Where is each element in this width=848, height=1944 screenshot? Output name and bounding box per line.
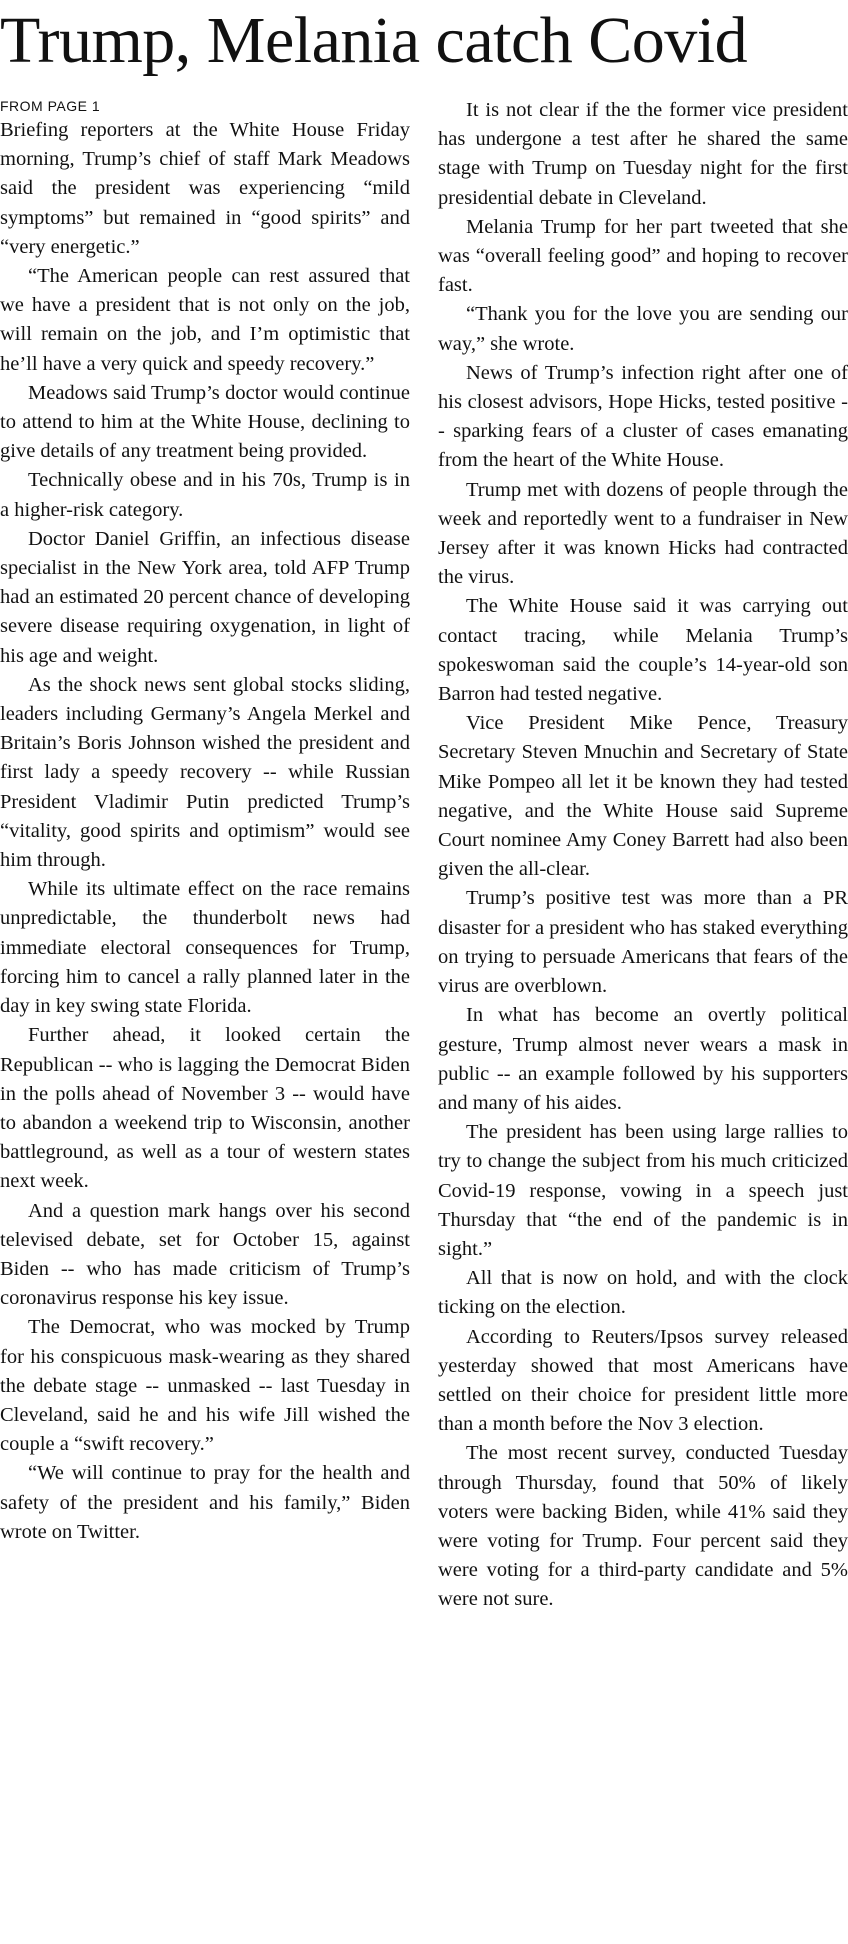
article-column-left [0, 96, 410, 1936]
paragraph: The most recent survey, conducted Tuesday through Thursday, found that 50% of likely voters were backing Biden, while 41% said they were voting for Trump. Four percent said they were voting for a third-party candidate and 5% were not sure. [438, 1442, 848, 1611]
paragraph: News of Trump’s infection right after one of his closest advisors, Hope Hicks, tested positive -- sparking fears of a cluster of cases emanating from the heart of the White House. [438, 361, 848, 472]
paragraph: “Thank you for the love you are sending our way,” she wrote. [438, 303, 848, 355]
paragraph: Trump met with dozens of people through the week and reportedly went to a fundraiser in New Jersey after it was known Hicks had contracted the virus. [438, 478, 848, 589]
article-column-right [438, 96, 848, 1936]
paragraph: The Democrat, who was mocked by Trump for his conspicuous mask-wearing as they shared the debate stage -- unmasked -- last Tuesday in Cleveland, said he and his wife Jill wished the couple a “swift recovery.” [0, 1316, 410, 1456]
paragraph: Doctor Daniel Griffin, an infectious disease specialist in the New York area, told AFP Trump had an estimated 20 percent chance of developing severe disease requiring oxygenation, in light of his age and weight. [0, 527, 410, 667]
paragraph: According to Reuters/Ipsos survey released yesterday showed that most Americans have settled on their choice for president little more than a month before the Nov 3 election. [438, 1325, 848, 1436]
paragraph: While its ultimate effect on the race remains unpredictable, the thunderbolt news had immediate electoral consequences for Trump, forcing him to cancel a rally planned later in the day in key swing state Florida. [0, 878, 410, 1018]
paragraph: And a question mark hangs over his second televised debate, set for October 15, against Biden -- who has made criticism of Trump’s coronavirus response his key issue. [0, 1199, 410, 1310]
paragraph: It is not clear if the the former vice president has undergone a test after he shared the same stage with Trump on Tuesday night for the first presidential debate in Cleveland. [438, 99, 848, 209]
paragraph: Further ahead, it looked certain the Republican -- who is lagging the Democrat Biden in the polls ahead of November 3 -- would have to abandon a weekend trip to Wisconsin, another battleground, as well as a tour of western states next week. [0, 1024, 410, 1193]
paragraph: Vice President Mike Pence, Treasury Secretary Steven Mnuchin and Secretary of State Mike Pompeo all let it be known they had tested negative, and the White House said Supreme Court nominee Amy Coney Barrett had also been given the all-clear. [438, 712, 848, 881]
paragraph: The White House said it was carrying out contact tracing, while Melania Trump’s spokeswoman said the couple’s 14-year-old son Barron had tested negative. [438, 595, 848, 706]
paragraph: Trump’s positive test was more than a PR disaster for a president who has staked everything on trying to persuade Americans that fears of the virus are overblown. [438, 887, 848, 998]
paragraph: Meadows said Trump’s doctor would continue to attend to him at the White House, declining to give details of any treatment being provided. [0, 381, 410, 463]
paragraph: Technically obese and in his 70s, Trump is in a higher-risk category. [0, 469, 410, 521]
paragraph: Briefing reporters at the White House Friday morning, Trump’s chief of staff Mark Meadows said the president was experiencing “mild symptoms” but remained in “good spirits” and “very energetic.” [0, 119, 410, 258]
kicker: FROM PAGE 1 [0, 98, 101, 114]
paragraph: The president has been using large rallies to try to change the subject from his much criticized Covid-19 response, vowing in a speech just Thursday that “the end of the pandemic is in sight.” [438, 1121, 848, 1260]
paragraph: All that is now on hold, and with the clock ticking on the election. [438, 1267, 848, 1319]
paragraph: In what has become an overtly political gesture, Trump almost never wears a mask in public -- an example followed by his supporters and many of his aides. [438, 1004, 848, 1114]
paragraph: Melania Trump for her part tweeted that she was “overall feeling good” and hoping to recover fast. [438, 215, 848, 297]
headline: Trump, Melania catch Covid [0, 4, 748, 77]
paragraph: “We will continue to pray for the health and safety of the president and his family,” Biden wrote on Twitter. [0, 1462, 410, 1543]
paragraph: “The American people can rest assured that we have a president that is not only on the job, will remain on the job, and I’m optimistic that he’ll have a very quick and speedy recovery.” [0, 265, 410, 375]
paragraph: As the shock news sent global stocks sliding, leaders including Germany’s Angela Merkel and Britain’s Boris Johnson wished the president and first lady a speedy recovery -- while Russian President Vladimir Putin predicted Trump’s “vitality, good spirits and optimism” would see him through. [0, 673, 410, 872]
